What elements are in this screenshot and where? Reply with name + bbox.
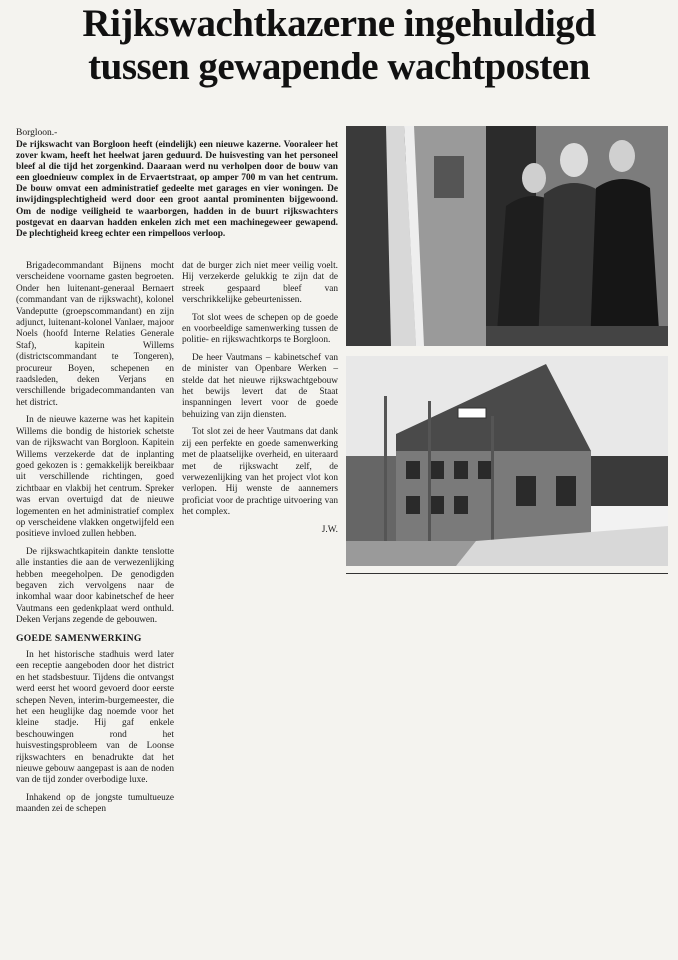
dateline: Borgloon.- — [16, 128, 58, 138]
paragraph: De heer Vautmans – kabinetschef van de minister van Openbare Werken – stelde dat het nieuwe rijkswachtgebouw het bewijs levert dat de Staat inspanningen levert voor de goede behuizing van zijn diensten. — [182, 352, 338, 420]
paragraph: In het historische stadhuis werd later een receptie aangeboden door het district en het stadsbestuur. Tijdens die ontvangst werd eerst het woord gevoerd door eerste schepen Neven, interim-burgemeester, die het een heuglijke dag noemde voor het kleine stadje. Hij gaf enkele beschouwingen rond het huisvestingsprobleem van de Loonse rijkswachters en benadrukte dat het nieuwe gebouw aangepast is aan de noden van de tijd zonder overbodige luxe. — [16, 650, 174, 786]
ceremony-photo-icon — [346, 126, 668, 346]
intro-text: De rijkswacht van Borgloon heeft (eindelijk) een nieuwe kazerne. Vooraleer het zover kwam, heeft het heelwat jaren geduurd. De huisvesting van het personeel bleef al die tijd het zorgenkind. Daaraan werd nu verholpen door de bouw van een gloednieuw complex in de Ervaertstraat, op amper 700 m van het centrum. De bouw omvat een administratief gedeelte met garages en vier woningen. De inwijdingsplechtigheid werd door een groot aantal prominenten bijgewoond. Om de nodige veiligheid te waarborgen, hadden in de buurt rijkswachters postgevat en daarvan hadden enkelen zich met een machinegeweer gewapend. De plechtigheid kreeg echter een rimpelloos verloop. — [16, 140, 338, 239]
paragraph: De rijkswachtkapitein dankte tenslotte alle instanties die aan de verwezenlijking hebben meegeholpen. De genodigden begaven zich vervolgens naar de inkomhal waar door kabinetschef de heer Vautmans een gedenkplaat werd onthuld. Deken Verjans zegende de gebouwen. — [16, 546, 174, 626]
subheading: GOEDE SAMENWERKING — [16, 632, 142, 644]
intro-paragraph — [16, 140, 338, 240]
paragraph: Tot slot zei de heer Vautmans dat dank zij een perfekte en goede samenwerking met de plaatselijke overheid, en uiteraard met de rijkswacht zelf, de verwezenlijking van het project vlot kon verlopen. Hij wenste de aannemers proficiat voor de prachtige uitvoering van het complex. — [182, 427, 338, 518]
article-column-2 — [182, 261, 338, 542]
photo-divider — [346, 573, 668, 574]
headline-line-1: Rijkswachtkazerne ingehuldigd — [82, 2, 596, 45]
headline — [0, 2, 678, 88]
paragraph: In de nieuwe kazerne was het kapitein Willems die bondig de historiek schetste van de rijkswacht van Borgloon. Kapitein Willems verzekerde dat de inplanting goed gekozen is : gemakkelijk bereikbaar uit verschillende richtingen, goed zichtbaar en vlakbij het centrum. Spreker was ervan overtuigd dat de nieuwe logementen en het administratief complex op verscheidene vlakken ongetwijfeld een positieve invloed zullen hebben. — [16, 415, 174, 540]
building-photo — [346, 356, 668, 566]
article-column-1 — [16, 261, 174, 822]
building-photo-icon — [346, 356, 668, 566]
paragraph: Inhakend op de jongste tumultueuze maanden zei de schepen — [16, 792, 174, 815]
paragraph: dat de burger zich niet meer veilig voelt. Hij verzekerde gelukkig te zijn dat de streek gespaard bleef van verschrikkelijke gebeurtenissen. — [182, 261, 338, 306]
headline-line-2: tussen gewapende wachtposten — [88, 45, 590, 88]
ceremony-photo — [346, 126, 668, 346]
paragraph: Brigadecommandant Bijnens mocht verscheidene voorname gasten begroeten. Onder hen luitenant-generaal Bernaert (commandant van de rijkswacht), kolonel Vandeputte (groepscommandant) en zijn adjunct, luitenant-kolonel Vanlaer, majoor Noels (hoofd Interne Relaties Generale Staf), kapitein Willems (districtscommandant te Tongeren), procureur Boyen, schepenen en raadsleden, deken Verjans en verschillende brigadecommandanten van het district. — [16, 261, 174, 408]
paragraph: Tot slot wees de schepen op de goede en voorbeeldige samenwerking tussen de politie- en rijkswachtkorps te Borgloon. — [182, 312, 338, 346]
author-signature: J.W. — [321, 524, 338, 535]
